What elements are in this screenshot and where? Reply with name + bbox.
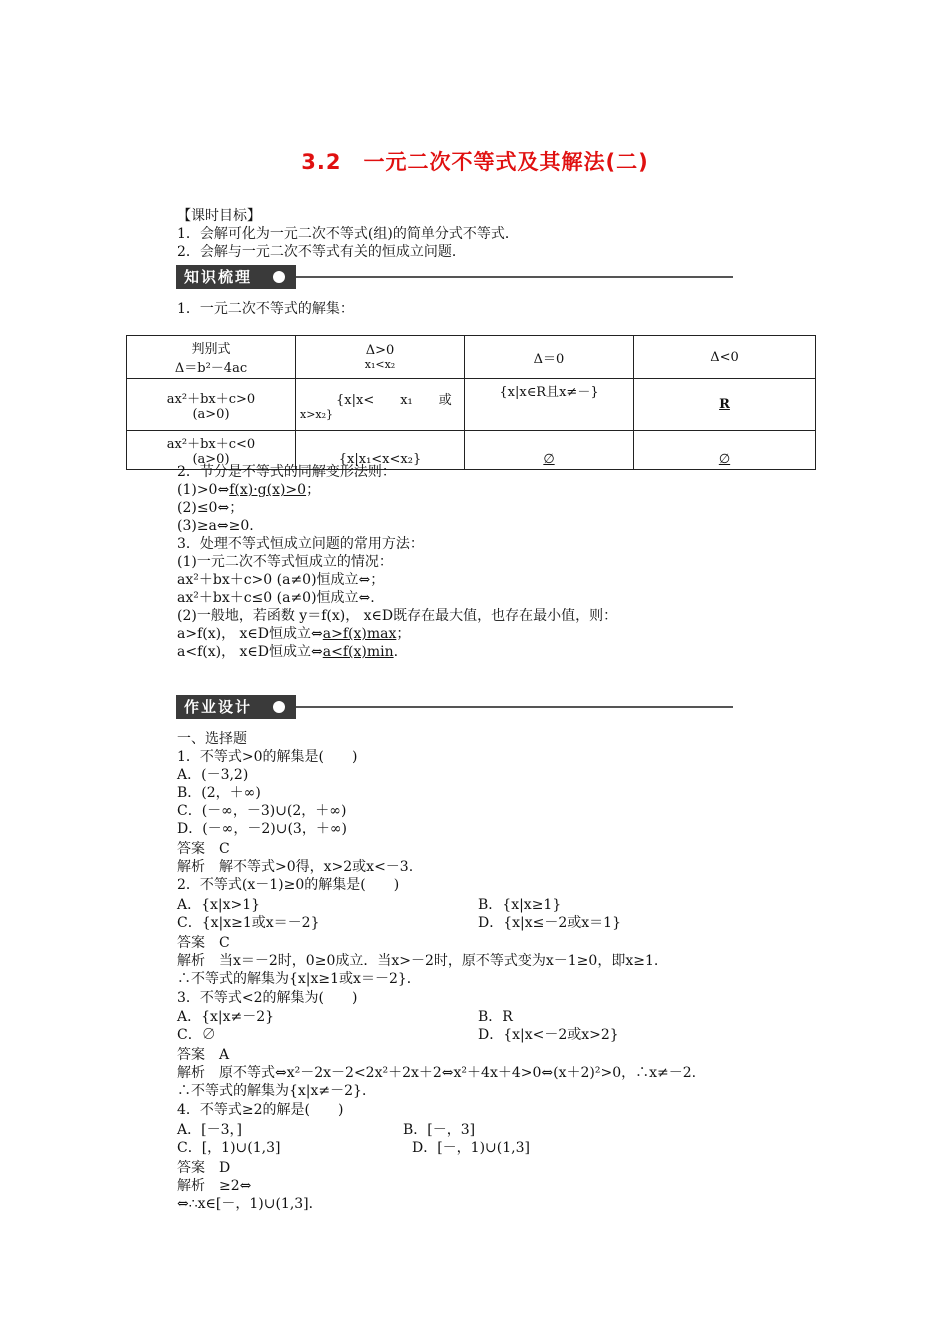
table-row1-positive: {x|x< x₁ 或 x>x₂} (296, 379, 465, 431)
table-row1-zero: {x|x∈R且x≠－} (465, 379, 634, 431)
q1-stem: 1．不等式>0的解集是( ) (177, 749, 358, 765)
section-divider (296, 276, 733, 278)
method-1b: ax²＋bx＋c≤0 (a≠0)恒成立⇔. (177, 590, 375, 606)
page-title: 3.2 一元二次不等式及其解法(二) (301, 150, 649, 174)
q4-option-a: A．[－3，] (177, 1122, 242, 1138)
table-header-negative: Δ<0 (634, 336, 816, 379)
rule-heading: 2．节分是不等式的同解变形法则： (177, 464, 396, 480)
q2-option-d: D．{x|x≤－2或x＝1} (478, 915, 621, 931)
q1-option-d: D．(－∞，－2)∪(3，＋∞) (177, 821, 347, 837)
q4-option-b: B．[－，3] (403, 1122, 476, 1138)
knowledge-intro: 1．一元二次不等式的解集： (177, 301, 354, 317)
q1-option-a: A．(－3,2) (177, 767, 249, 783)
q1-explanation: 解析 解不等式>0得，x>2或x<－3. (177, 859, 414, 875)
table-row2-positive: {x|x₁<x<x₂} (296, 431, 465, 470)
section-divider (296, 706, 733, 708)
method-2: (2)一般地，若函数 y＝f(x)， x∈D既存在最大值，也存在最小值，则： (177, 608, 618, 624)
q2-stem: 2．不等式(x－1)≥0的解集是( ) (177, 877, 400, 893)
table-row2-zero: ∅ (465, 431, 634, 470)
q3-stem: 3．不等式<2的解集为( ) (177, 990, 358, 1006)
method-2b: a<f(x)， x∈D恒成立⇔a<f(x)min. (177, 644, 399, 660)
q4-option-d: D．[－，1)∪(1,3] (412, 1140, 530, 1156)
method-2a: a>f(x)， x∈D恒成立⇔a>f(x)max； (177, 626, 411, 642)
table-row2-label: ax²＋bx＋c<0 (a>0) (127, 431, 296, 470)
q3-explanation-1: 解析 原不等式⇔x²－2x－2<2x²＋2x＋2⇔x²＋4x＋4>0⇔(x＋2)²>0，∴x≠－2. (177, 1065, 697, 1081)
q1-answer: 答案 C (177, 841, 230, 857)
table-header-positive: Δ>0 x₁<x₂ (296, 336, 465, 379)
table-row1-label: ax²＋bx＋c>0 (a>0) (127, 379, 296, 431)
method-heading: 3．处理不等式恒成立问题的常用方法： (177, 536, 424, 552)
bullet-icon (273, 701, 285, 713)
solution-set-table (126, 335, 816, 470)
method-1: (1)一元二次不等式恒成立的情况： (177, 554, 393, 570)
q1-option-b: B．(2，＋∞) (177, 785, 261, 801)
q2-explanation-2: ∴不等式的解集为{x|x≥1或x＝－2}． (177, 971, 421, 987)
q3-option-c: C．∅ (177, 1027, 216, 1043)
q4-explanation-1: 解析 ≥2⇔ (177, 1178, 252, 1194)
knowledge-section-label: 知识梳理 (176, 265, 296, 289)
method-1a: ax²＋bx＋c>0 (a≠0)恒成立⇔； (177, 572, 385, 588)
q2-option-c: C．{x|x≥1或x＝－2} (177, 915, 320, 931)
bullet-icon (273, 271, 285, 283)
table-row2-negative: ∅ (634, 431, 816, 470)
q3-option-a: A．{x|x≠－2} (177, 1009, 275, 1025)
question-type: 一、选择题 (177, 731, 247, 747)
q2-option-a: A．{x|x>1} (177, 897, 261, 913)
rule-2: (2)≤0⇔； (177, 500, 244, 516)
q2-answer: 答案 C (177, 935, 230, 951)
q3-option-b: B．R (478, 1009, 513, 1025)
table-row1-negative: R (634, 379, 816, 431)
q4-explanation-2: ⇔∴x∈[－，1)∪(1,3]． (177, 1196, 323, 1212)
rule-3: (3)≥a⇔≥0. (177, 518, 254, 534)
q4-option-c: C．[，1)∪(1,3] (177, 1140, 281, 1156)
q2-option-b: B．{x|x≥1} (478, 897, 562, 913)
goal-item-2: 2．会解与一元二次不等式有关的恒成立问题． (177, 244, 466, 260)
table-header-zero: Δ＝0 (465, 336, 634, 379)
goal-item-1: 1．会解可化为一元二次不等式(组)的简单分式不等式． (177, 226, 519, 242)
table-header-discriminant: 判别式 Δ＝b²－4ac (127, 336, 296, 379)
q4-stem: 4．不等式≥2的解是( ) (177, 1102, 344, 1118)
rule-1: (1)>0⇔f(x)·g(x)>0； (177, 482, 321, 498)
q3-answer: 答案 A (177, 1047, 230, 1063)
q4-answer: 答案 D (177, 1160, 231, 1176)
q2-explanation-1: 解析 当x＝－2时，0≥0成立．当x>－2时，原不等式变为x－1≥0，即x≥1. (177, 953, 659, 969)
goals-header: 【课时目标】 (177, 208, 261, 224)
homework-section-label: 作业设计 (176, 695, 296, 719)
q3-option-d: D．{x|x<－2或x>2} (478, 1027, 619, 1043)
q3-explanation-2: ∴不等式的解集为{x|x≠－2}． (177, 1083, 376, 1099)
q1-option-c: C．(－∞，－3)∪(2，＋∞) (177, 803, 347, 819)
